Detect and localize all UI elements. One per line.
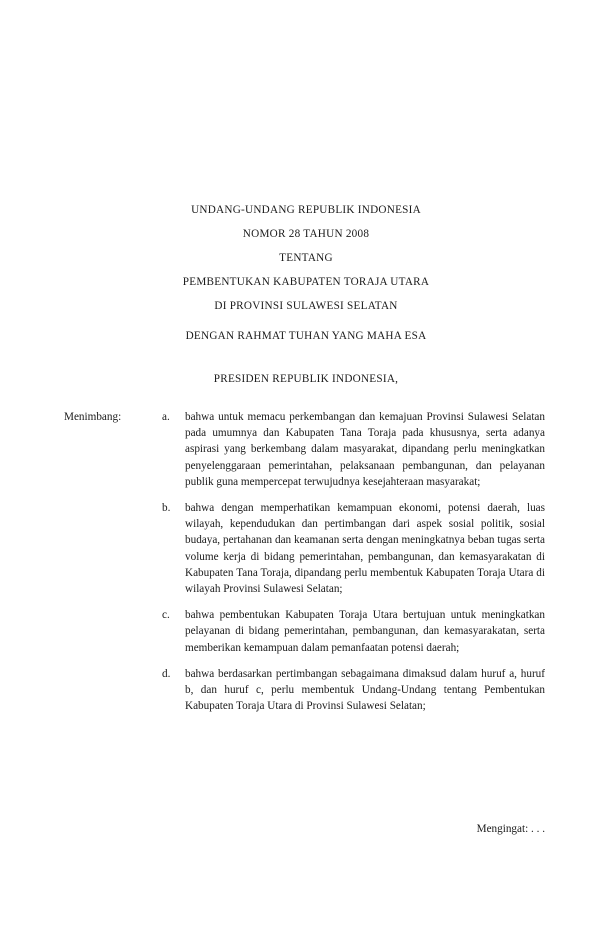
enactment-clause: DENGAN RAHMAT TUHAN YANG MAHA ESA — [185, 330, 427, 342]
considering-section — [64, 409, 545, 714]
clause-marker: c. — [162, 609, 170, 622]
considering-row — [64, 409, 545, 714]
title-line-about: TENTANG — [279, 252, 333, 264]
considering-label: Menimbang: — [64, 411, 122, 423]
clause-marker: a. — [162, 411, 170, 423]
list-item — [162, 409, 545, 490]
considering-item-list — [162, 409, 545, 714]
issuing-authority: PRESIDEN REPUBLIK INDONESIA, — [213, 373, 399, 385]
title-line-number-year: NOMOR 28 TAHUN 2008 — [242, 228, 370, 240]
document-title-block — [0, 198, 612, 318]
clause-text: bahwa berdasarkan pertimbangan sebagaimana dimaksud dalam huruf a, huruf b, dan huruf c, perlu membentuk Undang-Undang tentang Pembentukan Kabupaten Toraja Utara di Provinsi Sulawesi Selatan; — [185, 667, 545, 713]
title-line-province: DI PROVINSI SULAWESI SELATAN — [214, 300, 398, 312]
title-line-law-type: UNDANG-UNDANG REPUBLIK INDONESIA — [191, 204, 421, 216]
title-line-subject: PEMBENTUKAN KABUPATEN TORAJA UTARA — [182, 276, 430, 288]
clause-marker: d. — [162, 667, 171, 680]
clause-text: bahwa pembentukan Kabupaten Toraja Utara bertujuan untuk meningkatkan pelayanan di bidang pemerintahan, pembangunan, dan kemasyarakatan, serta memberikan kemampuan dalam pemanfaatan potensi daerah; — [185, 609, 545, 654]
list-item — [162, 607, 545, 656]
page-continuation-marker: Mengingat: . . . — [476, 823, 545, 835]
clause-text: bahwa dengan memperhatikan kemampuan ekonomi, potensi daerah, luas wilayah, kependudukan dan pertimbangan dari aspek sosial politik, sosial budaya, pertahanan dan keamanan serta dengan meningkatnya beban tugas serta volume kerja di bidang pemerintahan, pembangunan, dan kemasyarakatan di Kabupaten Tana Toraja, dipandang perlu membentuk Kabupaten Toraja Utara di wilayah Provinsi Sulawesi Selatan; — [185, 502, 545, 596]
list-item — [162, 500, 545, 597]
clause-text: bahwa untuk memacu perkembangan dan kemajuan Provinsi Sulawesi Selatan pada umumnya dan Kabupaten Tana Toraja pada khususnya, serta adanya aspirasi yang berkembang dalam masyarakat, dipandang perlu meningkatkan penyelenggaraan pemerintahan, pelaksanaan pembangunan, dan pelayanan publik guna mempercepat terwujudnya kesejahteraan masyarakat; — [185, 411, 545, 488]
clause-marker: b. — [162, 502, 171, 515]
list-item — [162, 666, 545, 715]
